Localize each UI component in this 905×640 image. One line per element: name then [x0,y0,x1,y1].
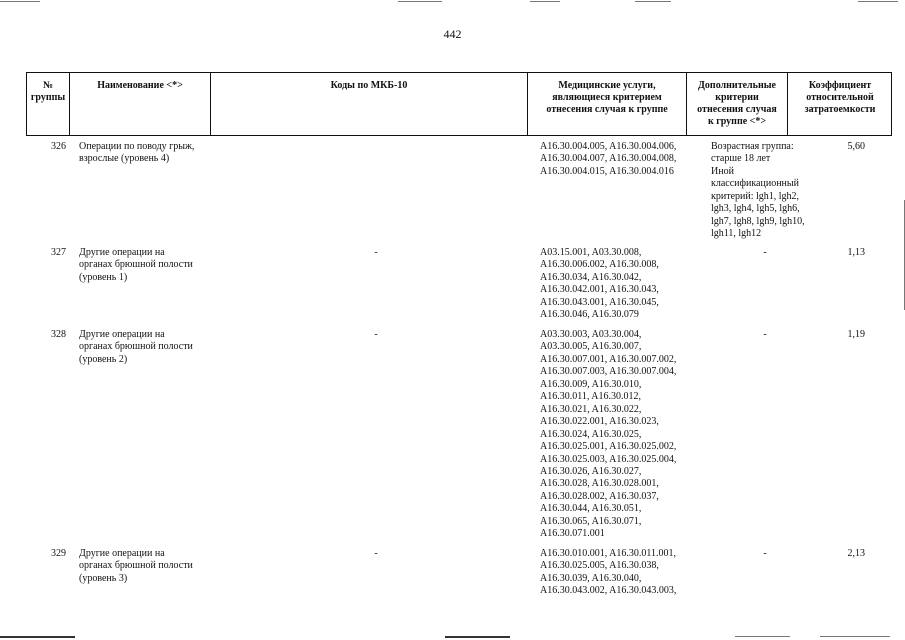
row-mkb: - [374,329,378,340]
row-number: 329 [51,548,66,559]
table-header [26,72,892,136]
row-services: A16.30.010.001, A16.30.011.001, A16.30.025.005, A16.30.038, A16.30.039, A16.30.040, A16.30.043.002, A16.30.043.003, [540,548,677,597]
row-name: Другие операции на органах брюшной полости (уровень 2) [79,329,193,365]
scan-artifact [398,1,442,2]
row-mkb: - [374,247,378,258]
row-criteria: - [763,548,767,559]
row-coefficient: 1,19 [847,329,865,340]
page-number: 442 [443,27,462,41]
header-name: Наименование <*> [97,80,183,91]
header-coefficient: Коэффициент относительной затратоемкости [804,80,876,115]
scan-artifact [735,636,790,637]
header-mkb-codes: Коды по МКБ-10 [330,80,408,91]
scan-artifact [858,1,898,2]
row-name: Другие операции на органах брюшной полости (уровень 1) [79,247,193,283]
row-number: 326 [51,141,66,152]
row-coefficient: 5,60 [847,141,865,152]
row-mkb: - [374,548,378,559]
row-coefficient: 1,13 [847,247,865,258]
scan-artifact [0,1,40,2]
scan-artifact [635,1,671,2]
row-name: Другие операции на органах брюшной полости (уровень 3) [79,548,193,584]
header-medical-services: Медицинские услуги, являющиеся критерием отнесения случая к группе [546,80,668,115]
row-coefficient: 2,13 [847,548,865,559]
row-name: Операции по поводу грыж, взрослые (уровень 4) [79,141,195,165]
row-services: A03.15.001, A03.30.008, A16.30.006.002, A16.30.008, A16.30.034, A16.30.042, A16.30.042.001, A16.30.043, A16.30.043.001, A16.30.045, A16.30.046, A16.30.079 [540,247,659,321]
row-services: A16.30.004.005, A16.30.004.006, A16.30.004.007, A16.30.004.008, A16.30.004.015, A16.30.004.016 [540,141,677,177]
scan-artifact [530,1,560,2]
row-criteria: - [763,329,767,340]
row-number: 328 [51,329,66,340]
row-number: 327 [51,247,66,258]
scan-artifact [445,636,510,638]
row-criteria: - [763,247,767,258]
row-services: A03.30.003, A03.30.004, A03.30.005, A16.30.007, A16.30.007.001, A16.30.007.002, A16.30.007.003, A16.30.007.004, A16.30.009, A16.30.010, A16.30.011, A16.30.012, A16.30.021, A16.30.022, A16.30.022.001, A16.30.023, A16.30.024, A16.30.025, A16.30.025.001, A16.30.025.002, A16.30.025.003, A16.30.025.004, A16.30.026, A16.30.027, A16.30.028, A16.30.028.001, A16.30.028.002, A16.30.037, A16.30.044, A16.30.051, A16.30.065, A16.30.071, A16.30.071.001 [540,329,677,540]
row-criteria: Возрастная группа: старше 18 лет Иной классификационный критерий: lgh1, lgh2, lgh3, lgh4, lgh5, lgh6, lgh7, lgh8, lgh9, lgh10, lgh11, lgh12 [711,141,805,240]
scan-artifact [0,636,75,638]
scan-artifact [820,636,890,637]
header-group-number: № группы [30,80,66,103]
header-extra-criteria: Дополнительные критерии отнесения случая к группе <*> [697,80,777,127]
